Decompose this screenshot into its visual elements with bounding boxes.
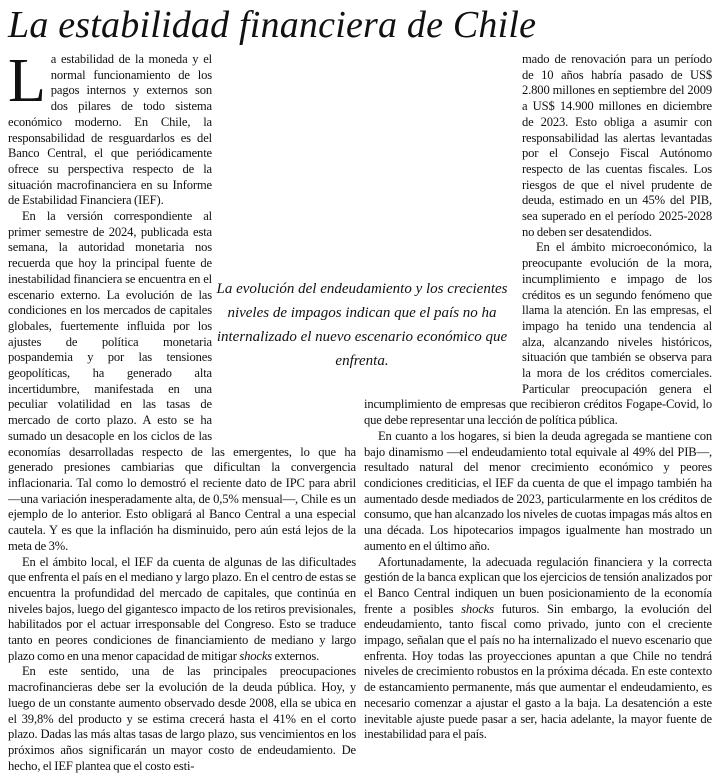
paragraph-1 xyxy=(8,47,356,209)
paragraph-8-text: Afortunadamente, la adecuada regulación financiera y la correcta gestión de la banca explican que los ejercicios de tensión analizados por el Banco Central indiquen un buen posicionamiento de la economía frente a posibles xyxy=(364,554,712,616)
paragraph-5: mado de renovación para un período de 10 años habría pasado de US$ 2.800 millones en septiembre del 2009 a US$ 14.900 millones en diciembre de 2023. Esto obliga a asumir con responsabilidad las alertas levantadas por el Consejo Fiscal Autónomo respecto de las cuentas fiscales. Los riesgos de que el nivel prudente de deuda, estimado en un 45% del PIB, sea superado en el período 2025-2028 no deben ser desatendidos. xyxy=(522,52,712,239)
pull-quote-text: La evolución del endeudamiento y los crecientes niveles de impagos indican que el país no ha internalizado el nuevo escenario económico que enfrenta. xyxy=(216,281,508,369)
paragraph-3 xyxy=(8,555,356,665)
page-title: La estabilidad financiera de Chile xyxy=(8,4,537,46)
paragraph-8-emphasis: shocks xyxy=(461,601,494,616)
paragraph-1-text: a estabilidad de la moneda y el normal funcionamiento de los pagos internos y externos son dos pilares de todo sistema económico moderno. En Chile, la responsabilidad de resguardarlos es del Banco Central, el que periódicamente ofrece su perspectiva respecto de la situación macrofinanciera en su Informe de Estabilidad Financiera (IEF). xyxy=(8,52,212,208)
paragraph-8-end: futuros. Sin embargo, la evolución del endeudamiento, tanto fiscal como privado, junto con el creciente impago, señalan que el país no ha internalizado el nuevo escenario que enfrenta. Hoy todas las proyecciones apuntan a que Chile no tendrá niveles de crecimiento robustos en la próxima década. En este contexto de estancamiento permanente, más que aumentar el endeudamiento, es necesario comenzar a ajustar el gasto a la baja. La desatención a este inevitable ajuste puede pasar a ser, hacia adelante, la mayor fuente de inestabilidad para el país. xyxy=(364,601,712,742)
paragraph-3-emphasis: shocks xyxy=(239,648,273,663)
paragraph-2: En la versión correspondiente al primer semestre de 2024, publicada esta semana, la autoridad monetaria nos recuerda que hoy la principal fuente de inestabilidad financiera se encuentra en el escenario externo. La evolución de las condiciones en los mercados de capitales globales, fuertemente influida por los ajustes de política monetaria pospandemia y por las tensiones geopolíticas, ha generado alta incertidumbre, manifestada en una peculiar volatilidad en las tasas de mercado de corto plazo. A esto se ha sumado un desacople en los ciclos de las economías desarrolladas respecto de las emergentes, lo que ha generado presiones cambiarias que dificultan la convergencia inflacionaria. Tal como lo demostró el reciente dato de IPC para abril —una variación inesperadamente alta, de 0,5% mensual—, Chile es un ejemplo de lo anterior. Esto obligará al Banco Central a una especial cautela. Y es que la inflación ha disminuido, pero aún está lejos de la meta de 3%. xyxy=(8,209,356,553)
pull-quote xyxy=(212,262,512,388)
paragraph-8 xyxy=(364,555,712,743)
drop-cap: L xyxy=(8,47,46,115)
paragraph-6: En el ámbito microeconómico, la preocupante evolución de la mora, incumplimiento e impago de los créditos es un segundo fenómeno que llama la atención. En las empresas, el impago ha tenido una tendencia al alza, alcanzando niveles históricos, situación que también se observa para la mora de los créditos comerciales. Particular preocupación genera el incumplimiento de empresas que recibieron créditos Fogape-Covid, lo que debe representar una lección de política pública. xyxy=(364,240,712,428)
paragraph-7: En cuanto a los hogares, si bien la deuda agregada se mantiene con bajo dinamismo —el endeudamiento total equivale al 49% del PIB—, resultado natural del menor crecimiento económico y peores condiciones crediticias, el IEF da cuenta de que el impago también ha aumentado desde mediados de 2023, particularmente en los créditos de consumo, que han alcanzado los niveles de cuotas impagas más altos en una década. Los hipotecarios impagos igualmente han mostrado un aumento en el último año. xyxy=(364,428,712,553)
paragraph-4: En este sentido, una de las principales preocupaciones macrofinancieras debe ser la evolución de la deuda pública. Hoy, y luego de un constante aumento observado desde 2008, ella se ubica en el 39,8% del producto y se estima crecerá hasta el 41% en el corto plazo. Dadas las más altas tasas de largo plazo, sus vencimientos en los próximos años significarán un mayor costo de endeudamiento. De hecho, el IEF plantea que el costo esti- xyxy=(8,664,356,773)
paragraph-3-end: externos. xyxy=(274,648,320,663)
paragraph-3-text: En el ámbito local, el IEF da cuenta de algunas de las dificultades que enfrenta el país en el mediano y largo plazo. En el centro de estas se encuentra la profundidad del mercado de capitales, que continúa en niveles bajos, luego del gigantesco impacto de los retiros previsionales, habilitados por el actuar irresponsable del Congreso. Esto se traduce tanto en peores condiciones de financiamiento de mediano y largo plazo como en una menor capacidad de mitigar xyxy=(8,554,356,663)
